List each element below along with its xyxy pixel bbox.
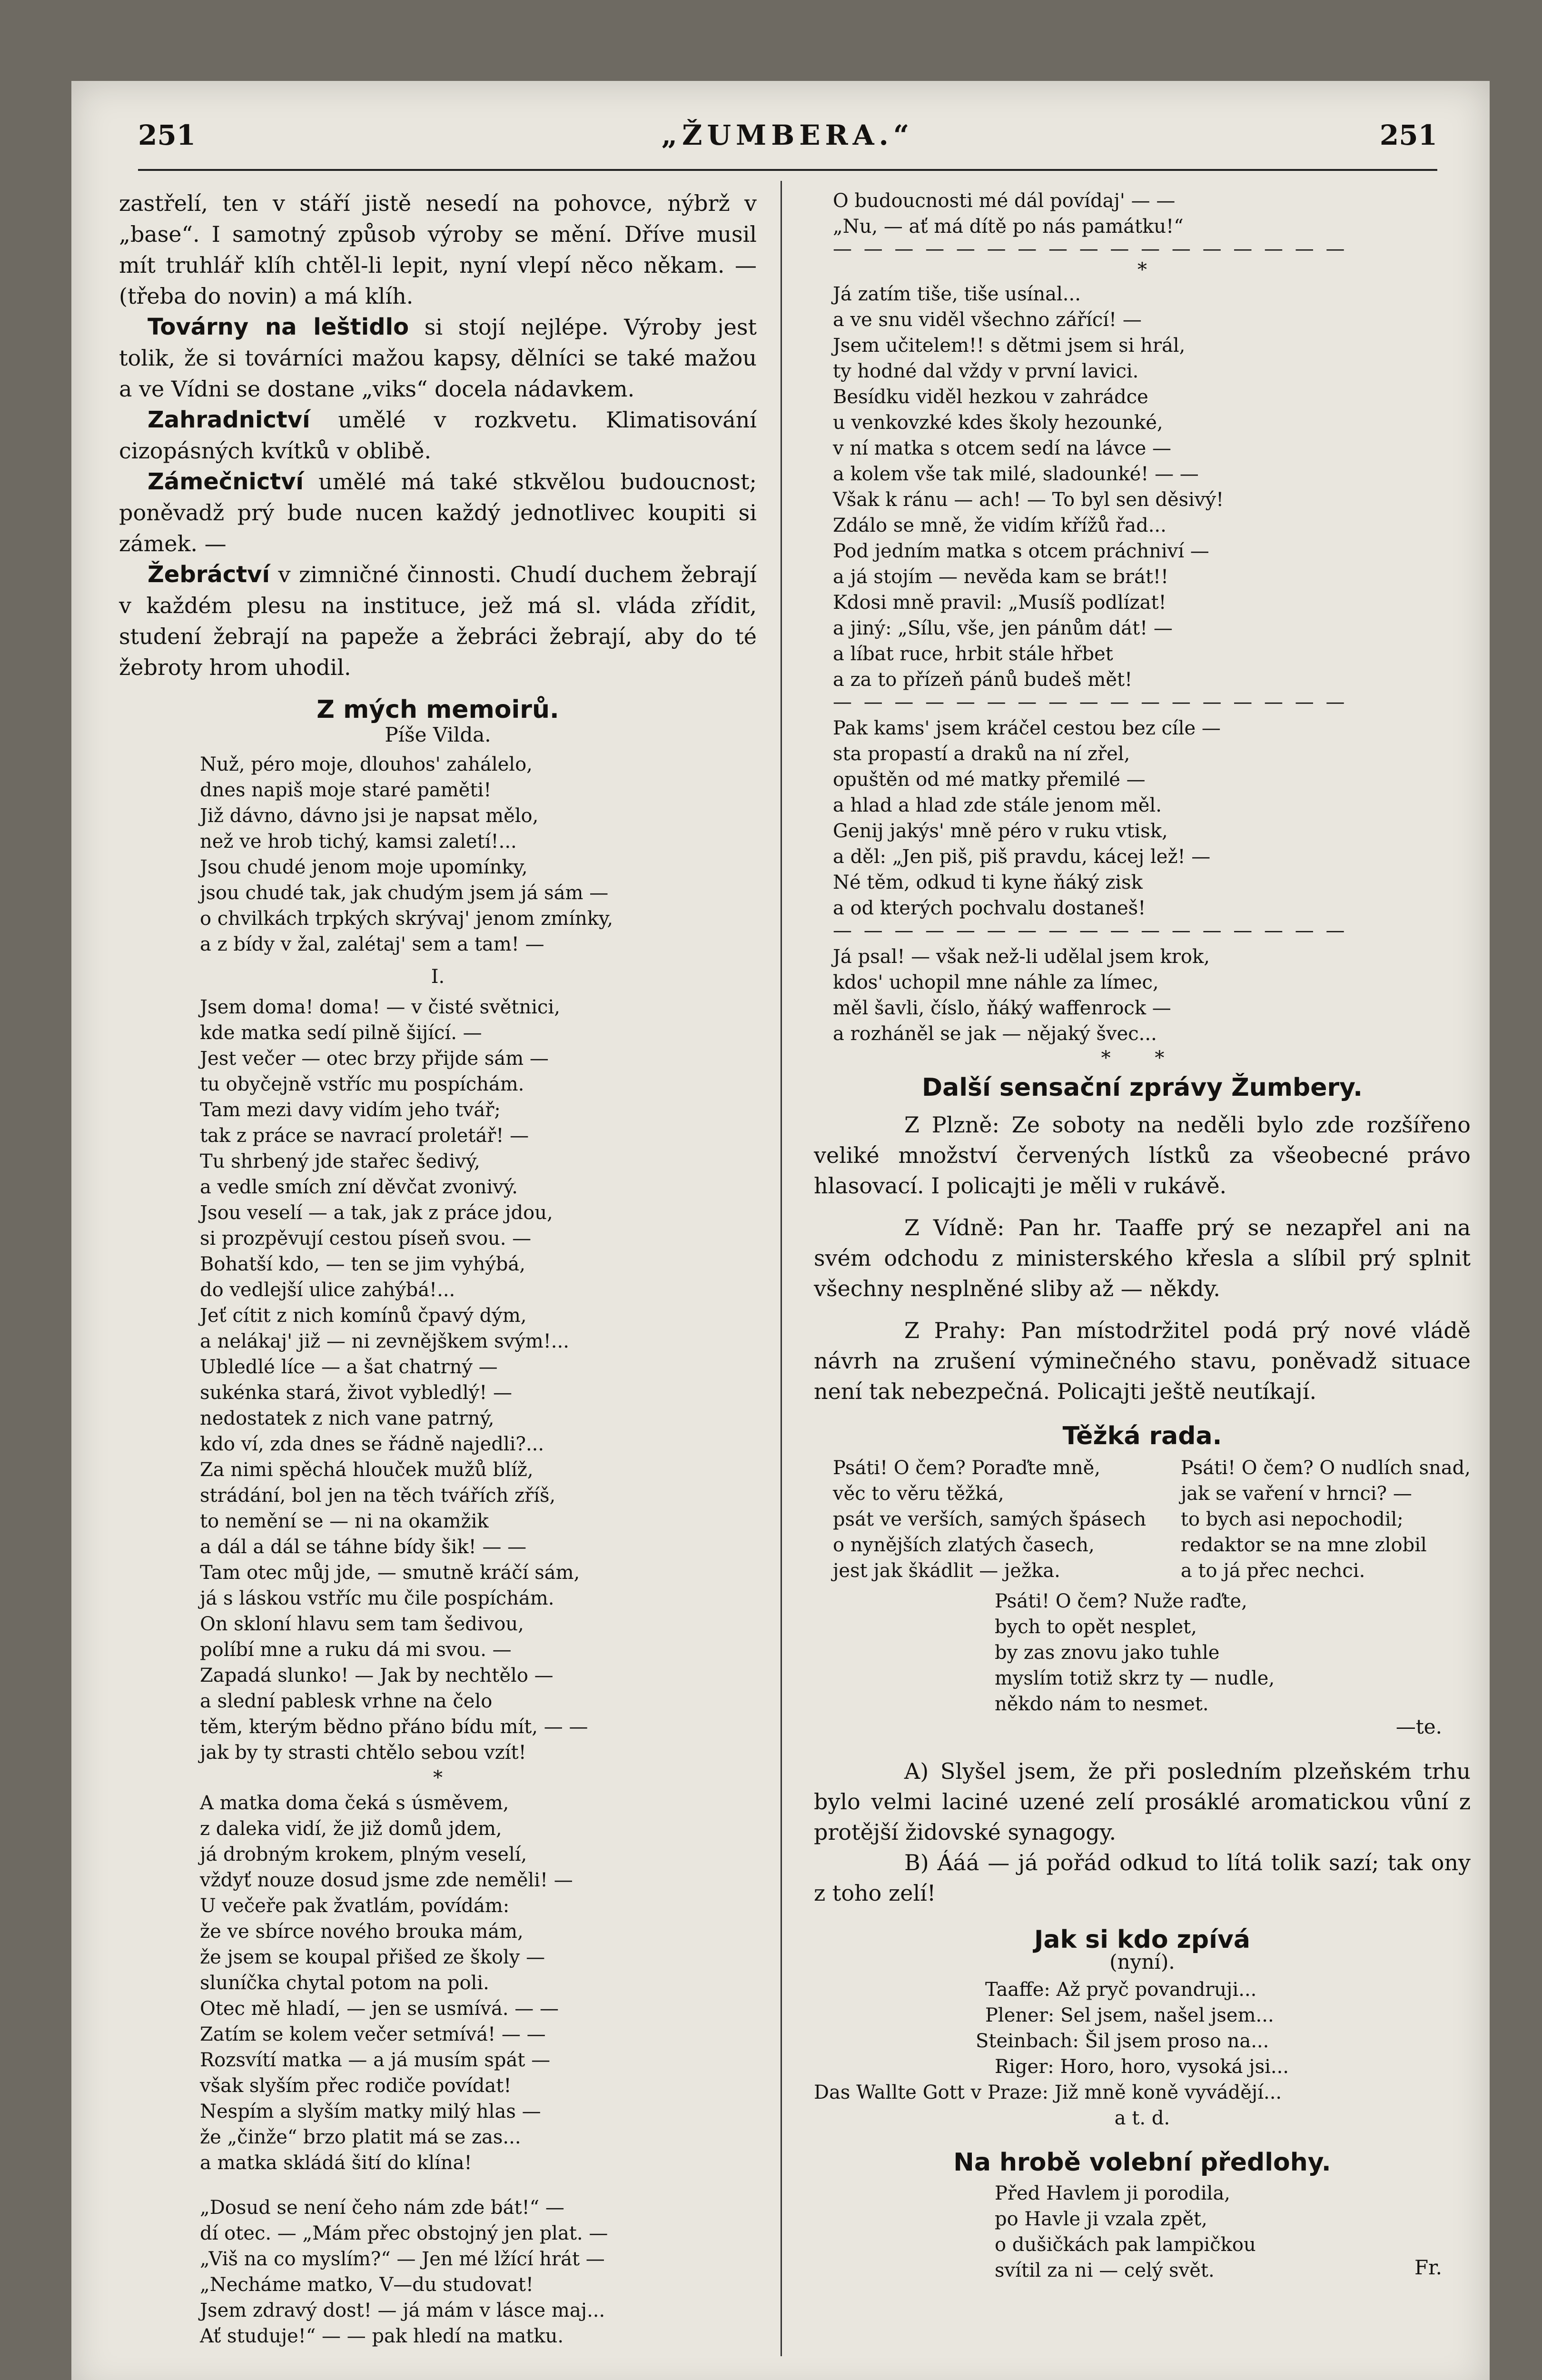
rada-left-stanza xyxy=(833,1455,1146,1584)
poem-stanza xyxy=(200,994,757,1765)
jak-line: a t. d. xyxy=(1114,2107,1170,2129)
lead-word: Zámečnictví xyxy=(148,468,304,495)
poem-line: však slyším přec rodiče povídat! xyxy=(200,2075,512,2097)
poem-line: Jsou veselí — a tak, jak z práce jdou, xyxy=(200,1202,553,1224)
poem-line: Psáti! O čem? Nuže raďte, xyxy=(995,1590,1247,1612)
poem-line: o chvilkách trpkých skrývaj' jenom zmínky, xyxy=(200,908,613,930)
poem-line: O budoucnosti mé dál povídaj' — — xyxy=(833,190,1176,212)
rada-columns xyxy=(833,1455,1471,1584)
poem-stanza xyxy=(833,944,1471,1047)
poem-stanza xyxy=(200,2195,757,2349)
lead-word: Žebráctví xyxy=(148,561,270,588)
poem-line: a nelákaj' již — ni zevnějškem svým!... xyxy=(200,1330,569,1352)
poem-line: Před Havlem ji porodila, xyxy=(995,2182,1231,2204)
poem-line: že „činže“ brzo platit má se zas... xyxy=(200,2126,521,2148)
poem-line: Zatím se kolem večer setmívá! — — xyxy=(200,2023,546,2045)
poem-line: a vedle smích zní děvčat zvonivý. xyxy=(200,1176,518,1198)
left-column xyxy=(119,188,757,2349)
poem-line: Jsem učitelem!! s dětmi jsem si hrál, xyxy=(833,335,1186,357)
poem-line: že jsem se koupal přišed ze školy — xyxy=(200,1946,545,1968)
poem-line: v ní matka s otcem sedí na lávce — xyxy=(833,437,1172,459)
poem-line: sluníčka chytal potom na poli. xyxy=(200,1972,489,1994)
news-item: Z Vídně: Pan hr. Taaffe prý se nezapřel ani na svém odchodu z ministerského křesla a slíbil prý splnit všechny nesplněné sliby až — někdy. xyxy=(814,1215,1471,1301)
memoir-byline: Píše Vilda. xyxy=(385,723,491,746)
poem-line: Tam mezi davy vidím jeho tvář; xyxy=(200,1099,501,1121)
poem-line: Né těm, odkud ti kyne ňáký zisk xyxy=(833,872,1143,893)
poem-line: On skloní hlavu sem tam šedivou, xyxy=(200,1613,524,1635)
poem-line: věc to věru těžká, xyxy=(833,1483,1004,1505)
hrob-signature: Fr. xyxy=(1414,2256,1442,2279)
poem-line: U večeře pak žvatlám, povídám: xyxy=(200,1895,510,1917)
poem-line: Však k ránu — ach! — To byl sen děsivý! xyxy=(833,489,1224,511)
dash-separator: — — — — — — — — — — — — — — — — — xyxy=(833,921,1348,940)
news-item: Z Prahy: Pan místodržitel podá prý nové vládě návrh na zrušení výminečného stavu, poněvadž situace není tak nebezpečná. Policajti ještě neutíkají. xyxy=(814,1318,1471,1404)
poem-line: z daleka vidí, že již domů jdem, xyxy=(200,1818,502,1840)
poem-line: Kdosi mně pravil: „Musíš podlízat! xyxy=(833,592,1166,614)
poem-line: ty hodné dal vždy v první lavici. xyxy=(833,360,1139,382)
poem-line: kdo ví, zda dnes se řádně najedli?... xyxy=(200,1433,544,1455)
poem-line: jsou chudé tak, jak chudým jsem já sám — xyxy=(200,882,609,904)
poem-line: a matka skládá šití do klína! xyxy=(200,2152,472,2174)
poem-line: jak by ty strasti chtělo sebou vzít! xyxy=(200,1742,526,1764)
poem-line: bych to opět nesplet, xyxy=(995,1616,1197,1638)
poem-line: o dušičkách pak lampičkou xyxy=(995,2234,1256,2256)
poem-line: „Necháme matko, V—du studovat! xyxy=(200,2274,534,2296)
section-stars: * * xyxy=(1101,1047,1184,1069)
poem-stanza xyxy=(200,752,757,957)
poem-line: těm, kterým bědno přáno bídu mít, — — xyxy=(200,1716,588,1738)
poem-line: sta propastí a draků na ní zřel, xyxy=(833,743,1130,765)
jak-heading: Jak si kdo zpívá xyxy=(1034,1925,1250,1954)
section-star: * xyxy=(433,1767,443,1789)
poem-line: já drobným krokem, plným veselí, xyxy=(200,1844,527,1865)
poem-line: Ať studuje!“ — — pak hledí na matku. xyxy=(200,2325,564,2347)
paragraph-text: v zimničné činnosti. Chudí duchem žebrají v každém plesu na instituce, jež má sl. vláda zřídit, studení žebrají na papeže a žebráci žebrají, aby do té žebroty hrom uhodil. xyxy=(119,562,757,680)
poem-line: a rozháněl se jak — nějaký švec... xyxy=(833,1023,1157,1045)
anecdote-b: B) Ááá — já pořád odkud to lítá tolik sazí; tak ony z toho zelí! xyxy=(814,1850,1471,1906)
poem-stanza xyxy=(200,1790,757,2176)
poem-stanza xyxy=(833,188,1471,239)
page-header xyxy=(138,109,1437,157)
poem-line: kdos' uchopil mne náhle za límec, xyxy=(833,972,1159,993)
header-rule xyxy=(138,169,1437,171)
poem-line: redaktor se na mne zlobil xyxy=(1180,1534,1427,1556)
paragraph-tovarny xyxy=(119,312,757,405)
anecdote-a: A) Slyšel jsem, že při posledním plzeňském trhu bylo velmi laciné uzené zelí prosáklé aromatickou vůní z protější židovské synagogy. xyxy=(814,1758,1471,1845)
poem-line: Jsem zdravý dost! — já mám v lásce maj... xyxy=(200,2300,605,2321)
poem-line: Zdálo se mně, že vidím křížů řad... xyxy=(833,515,1166,536)
poem-line: Rozsvítí matka — a já musím spát — xyxy=(200,2049,551,2071)
poem-line: Psáti! O čem? Poraďte mně, xyxy=(833,1457,1101,1479)
poem-line: myslím totiž skrz ty — nudle, xyxy=(995,1667,1275,1689)
poem-line: svítil za ni — celý svět. xyxy=(995,2260,1215,2281)
memoir-heading: Z mých memoirů. xyxy=(316,695,559,724)
poem-line: opuštěn od mé matky přemilé — xyxy=(833,769,1146,791)
poem-line: a od kterých pochvalu dostaneš! xyxy=(833,897,1146,919)
poem-line: tak z práce se navrací proletář! — xyxy=(200,1125,529,1147)
newspaper-title: „ŽUMBERA.“ xyxy=(661,119,914,151)
poem-line: vždyť nouze dosud jsme zde neměli! — xyxy=(200,1869,573,1891)
poem-line: A matka doma čeká s úsměvem, xyxy=(200,1792,509,1814)
column-divider xyxy=(781,181,782,2356)
poem-line: měl šavli, číslo, ňáký waffenrock — xyxy=(833,997,1171,1019)
poem-line: Otec mě hladí, — jen se usmívá. — — xyxy=(200,1998,559,2020)
rada-heading: Těžká rada. xyxy=(1062,1422,1222,1450)
jak-line: Steinbach: Šil jsem proso na... xyxy=(976,2030,1269,2052)
poem-line: a slední pablesk vrhne na čelo xyxy=(200,1690,493,1712)
poem-line: a děl: „Jen piš, piš pravdu, kácej lež! — xyxy=(833,846,1211,868)
poem-line: Jest večer — otec brzy přijde sám — xyxy=(200,1048,549,1070)
poem-line: Bohatší kdo, — ten se jim vyhýbá, xyxy=(200,1253,525,1275)
poem-line: strádání, bol jen na těch tvářích zříš, xyxy=(200,1485,556,1507)
paragraph-zahradnictvi xyxy=(119,405,757,466)
poem-line: dnes napiš moje staré paměti! xyxy=(200,779,492,801)
right-column xyxy=(814,188,1471,2281)
poem-line: políbí mne a ruku dá mi svou. — xyxy=(200,1639,512,1661)
poem-line: po Havle ji vzala zpět, xyxy=(995,2208,1207,2230)
poem-line: to nemění se — ni na okamžik xyxy=(200,1510,489,1532)
part-number: I. xyxy=(431,966,445,988)
jak-line: Plener: Sel jsem, našel jsem... xyxy=(985,2004,1274,2026)
poem-line: Jsem doma! doma! — v čisté světnici, xyxy=(200,996,560,1018)
intro-paragraph: zastřelí, ten v stáří jistě nesedí na pohovce, nýbrž v „base“. I samotný způsob výroby se mění. Dříve musil mít truhlář klíh chtěl-li lepit, nyní vlepí něco někam. — (třeba do novin) a má klíh. xyxy=(119,190,757,309)
paragraph-text: umělé v rozkvetu. Klimatisování cizopásných kvítků v oblibě. xyxy=(119,407,757,464)
poem-line: a hlad a hlad zde stále jenom měl. xyxy=(833,794,1162,816)
poem-line: Za nimi spěchá hlouček mužů blíž, xyxy=(200,1459,534,1481)
poem-line: Besídku viděl hezkou v zahrádce xyxy=(833,386,1148,408)
poem-line: a ve snu viděl všechno zářící! — xyxy=(833,309,1142,331)
poem-line: že ve sbírce nového brouka mám, xyxy=(200,1921,524,1943)
poem-line: a kolem vše tak milé, sladounké! — — xyxy=(833,463,1199,485)
poem-line: Tam otec můj jde, — smutně kráčí sám, xyxy=(200,1562,580,1584)
poem-line: „Nu, — ať má dítě po nás památku!“ xyxy=(833,216,1184,238)
poem-line: u venkovzké kdes školy hezounké, xyxy=(833,412,1163,434)
poem-line: Já zatím tiše, tiše usínal... xyxy=(833,283,1081,305)
poem-line: by zas znovu jako tuhle xyxy=(995,1642,1220,1664)
poem-line: a za to přízeň pánů budeš mět! xyxy=(833,669,1133,691)
rada-signature: —te. xyxy=(1395,1715,1442,1738)
rada-center-stanza xyxy=(995,1588,1471,1717)
poem-line: jest jak škádlit — ježka. xyxy=(833,1560,1060,1582)
poem-stanza xyxy=(833,281,1471,693)
dash-separator: — — — — — — — — — — — — — — — — — xyxy=(833,693,1348,712)
poem-line: Tu shrbený jde stařec šedivý, xyxy=(200,1150,480,1172)
poem-line: tu obyčejně vstříc mu pospíchám. xyxy=(200,1073,524,1095)
jak-line: Taaffe: Až pryč povandruji... xyxy=(985,1979,1257,2001)
rada-right-stanza xyxy=(1181,1455,1471,1584)
news-heading: Další sensační zprávy Žumbery. xyxy=(921,1073,1363,1102)
newspaper-page xyxy=(71,81,1490,2380)
poem-line: a jiný: „Sílu, vše, jen pánům dát! — xyxy=(833,617,1173,639)
poem-line: „Dosud se není čeho nám zde bát!“ — xyxy=(200,2197,564,2219)
poem-line: Já psal! — však než-li udělal jsem krok, xyxy=(833,946,1210,968)
poem-line: kde matka sedí pilně šijící. — xyxy=(200,1022,482,1044)
poem-line: než ve hrob tichý, kamsi zaletí!... xyxy=(200,831,517,853)
poem-line: Nuž, péro moje, dlouhos' zahálelo, xyxy=(200,754,533,775)
section-star: * xyxy=(1137,259,1147,281)
poem-line: a to já přec nechci. xyxy=(1180,1560,1365,1582)
poem-stanza xyxy=(833,715,1471,921)
lead-word: Továrny na leštidlo xyxy=(148,314,409,340)
poem-line: o nynějších zlatých časech, xyxy=(833,1534,1095,1556)
paragraph-zebractvi xyxy=(119,559,757,683)
poem-line: Psáti! O čem? O nudlích snad, xyxy=(1180,1457,1471,1479)
paragraph-text: umělé má také stkvělou budoucnost; poněvadž prý bude nucen každý jednotlivec koupiti si zámek. — xyxy=(119,469,757,556)
poem-line: jak se vaření v hrnci? — xyxy=(1180,1483,1412,1505)
hrob-heading: Na hrobě volební předlohy. xyxy=(953,2148,1331,2177)
poem-line: a dál a dál se táhne bídy šik! — — xyxy=(200,1536,527,1558)
poem-line: sukénka stará, život vybledlý! — xyxy=(200,1382,512,1404)
page-number-left: 251 xyxy=(138,119,196,151)
paragraph-zamecnictvi xyxy=(119,466,757,559)
lead-word: Zahradnictví xyxy=(148,407,310,433)
page-number-right: 251 xyxy=(1379,119,1437,151)
poem-line: Jsou chudé jenom moje upomínky, xyxy=(200,856,528,878)
poem-line: Jeť cítit z nich komínů čpavý dým, xyxy=(200,1305,527,1327)
poem-line: Pak kams' jsem kráčel cestou bez cíle — xyxy=(833,717,1221,739)
jak-line: Riger: Horo, horo, vysoká jsi... xyxy=(995,2056,1289,2078)
poem-line: Nespím a slyším matky milý hlas — xyxy=(200,2101,541,2122)
dash-separator: — — — — — — — — — — — — — — — — — xyxy=(833,239,1348,258)
poem-line: si prozpěvují cestou píseň svou. — xyxy=(200,1228,532,1250)
jak-line: Das Wallte Gott v Praze: Již mně koně vyvádějí... xyxy=(814,2082,1282,2103)
poem-line: a já stojím — nevěda kam se brát!! xyxy=(833,566,1169,588)
poem-line: psát ve verších, samých špásech xyxy=(833,1508,1147,1530)
poem-line: někdo nám to nesmet. xyxy=(995,1693,1209,1715)
poem-line: nedostatek z nich vane patrný, xyxy=(200,1408,494,1429)
poem-line: Ubledlé líce — a šat chatrný — xyxy=(200,1356,498,1378)
poem-line: „Viš na co myslím?“ — Jen mé lžící hrát — xyxy=(200,2248,605,2270)
poem-line: Genij jakýs' mně péro v ruku vtisk, xyxy=(833,820,1168,842)
paragraph-text: si stojí nejlépe. Výroby jest tolik, že si továrníci mažou kapsy, dělníci se také mažou a ve Vídni se dostane „viks“ docela nádavkem. xyxy=(119,314,757,402)
poem-line: Již dávno, dávno jsi je napsat mělo, xyxy=(200,805,539,827)
poem-line: Zapadá slunko! — Jak by nechtělo — xyxy=(200,1665,554,1686)
news-item: Z Plzně: Ze soboty na neděli bylo zde rozšířeno veliké množství červených lístků za všeobecné právo hlasovací. I policajti je měli v rukávě. xyxy=(814,1112,1471,1199)
poem-line: dí otec. — „Mám přec obstojný jen plat. — xyxy=(200,2222,608,2244)
jak-list xyxy=(814,1977,1471,2131)
jak-subheading: (nyní). xyxy=(1109,1950,1175,1973)
poem-line: a z bídy v žal, zalétaj' sem a tam! — xyxy=(200,933,544,955)
poem-line: já s láskou vstříc mu čile pospíchám. xyxy=(200,1587,554,1609)
poem-line: do vedlejší ulice zahýbá!... xyxy=(200,1279,455,1301)
poem-line: Pod jedním matka s otcem práchniví — xyxy=(833,540,1209,562)
poem-line: to bych asi nepochodil; xyxy=(1180,1508,1404,1530)
poem-line: a líbat ruce, hrbit stále hřbet xyxy=(833,643,1113,665)
